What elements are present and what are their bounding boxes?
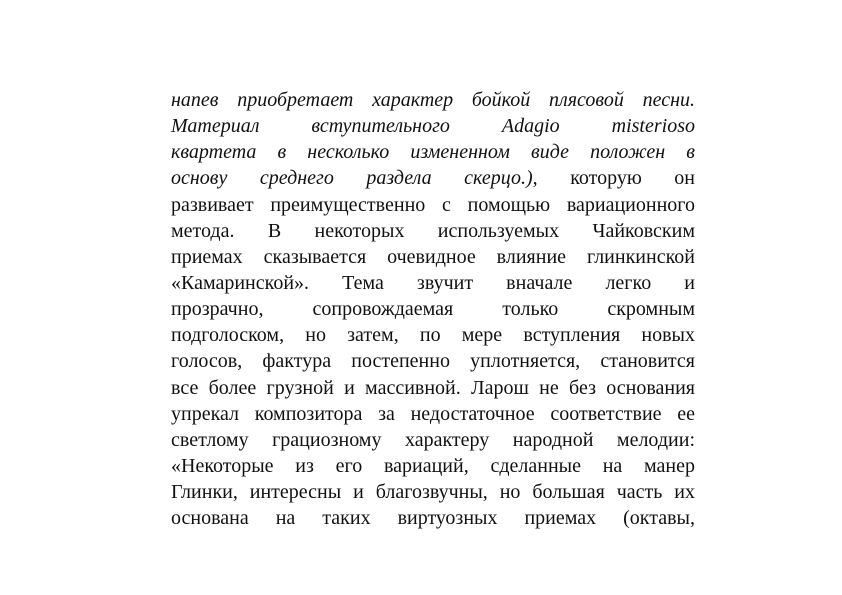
text-line: голосов, фактура постепенно уплотняется, становится	[171, 350, 695, 373]
italic-fragment: основу среднего раздела скерцо.)	[171, 167, 533, 190]
text-line: «Камаринской». Тема звучит вначале легко и	[171, 271, 695, 294]
text-line: подголоском, но затем, по мере вступления новых	[171, 324, 695, 347]
text-line: Глинки, интересны и благозвучны, но большая часть их	[171, 481, 695, 504]
text-line: развивает преимущественно с помощью вариационного	[171, 193, 695, 216]
text-line: напев приобретает характер бойкой плясовой песни.	[171, 89, 695, 111]
text-line: метода. В некоторых используемых Чайковским	[171, 219, 695, 242]
text-line: «Некоторые из его вариаций, сделанные на манер	[171, 454, 695, 477]
text-fragment: , которую он	[532, 167, 696, 190]
text-line: Материал вступительного Adagio misterioso	[171, 115, 695, 138]
text-line: прозрачно, сопровождаемая только скромным	[171, 298, 695, 321]
body-text	[171, 87, 695, 531]
text-line: приемах сказывается очевидное влияние глинкинской	[171, 245, 695, 268]
text-line	[171, 165, 695, 191]
text-line: все более грузной и массивной. Ларош не без основания	[171, 376, 695, 399]
text-line: упрекал композитора за недостаточное соответствие ее	[171, 402, 695, 425]
text-line: светлому грациозному характеру народной мелодии:	[171, 428, 695, 451]
text-line: квартета в несколько измененном виде положен в	[171, 141, 695, 164]
text-line: основана на таких виртуозных приемах (октавы,	[171, 507, 695, 530]
